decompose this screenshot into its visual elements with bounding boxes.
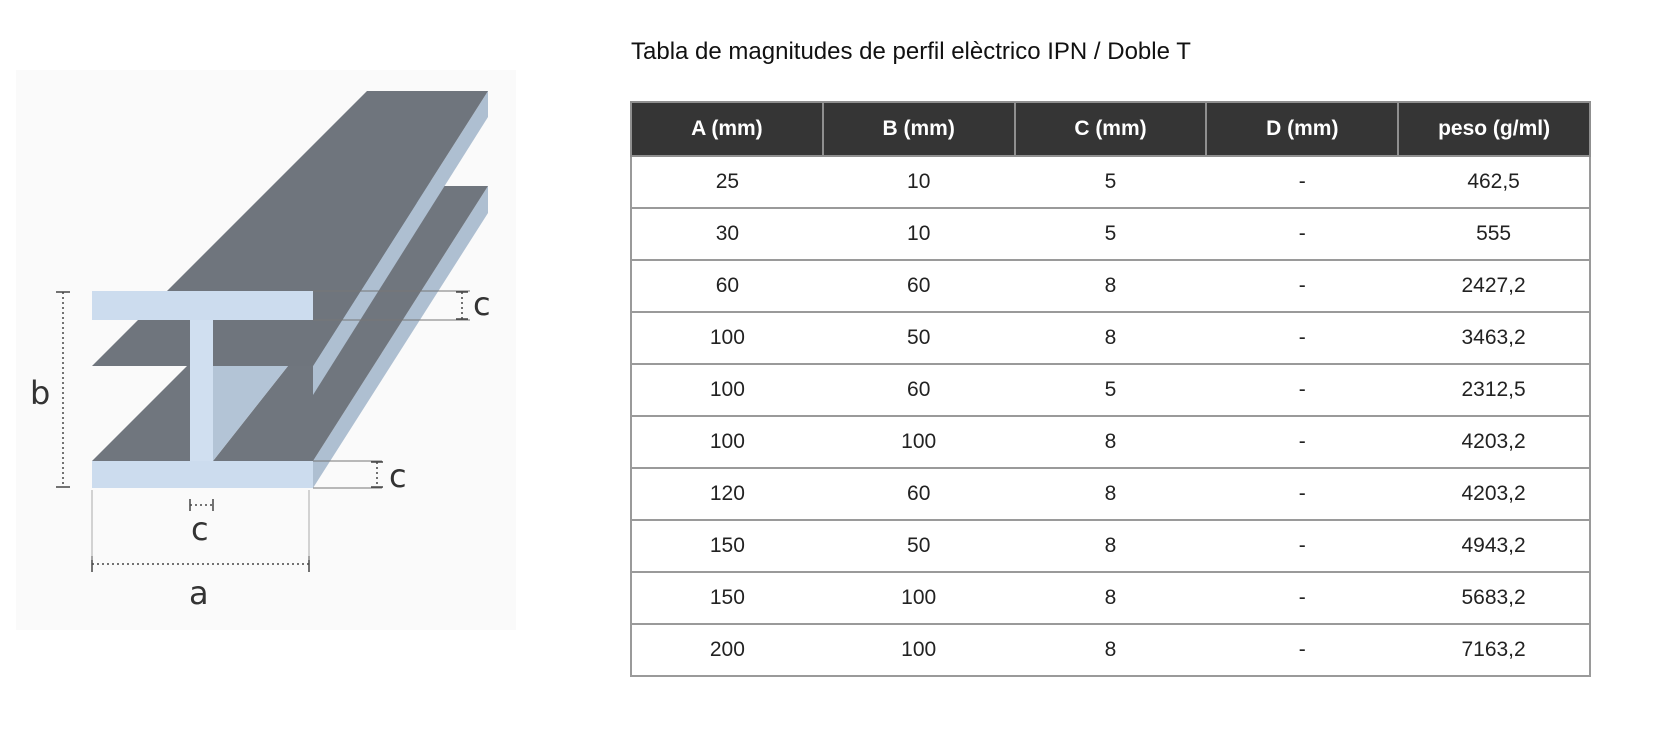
cell-a: 150	[631, 520, 823, 572]
table-row	[631, 468, 1590, 520]
table-row	[631, 156, 1590, 208]
cell-b: 50	[823, 312, 1015, 364]
cell-d: -	[1206, 468, 1398, 520]
cell-d: -	[1206, 260, 1398, 312]
cell-c: 8	[1015, 312, 1207, 364]
cell-weight: 555	[1398, 208, 1590, 260]
cell-a: 100	[631, 312, 823, 364]
dimensions-table	[630, 101, 1591, 677]
table-header-row	[631, 102, 1590, 156]
table-row	[631, 624, 1590, 676]
column-header-a: A (mm)	[631, 102, 823, 156]
cell-b: 60	[823, 364, 1015, 416]
cell-weight: 4943,2	[1398, 520, 1590, 572]
cell-weight: 4203,2	[1398, 468, 1590, 520]
dimension-label-c-bottom: c	[389, 457, 407, 495]
cell-c: 5	[1015, 208, 1207, 260]
cell-d: -	[1206, 364, 1398, 416]
cell-a: 25	[631, 156, 823, 208]
top-flange-front	[92, 291, 313, 320]
cell-a: 100	[631, 364, 823, 416]
cell-d: -	[1206, 208, 1398, 260]
cell-b: 100	[823, 416, 1015, 468]
table-row	[631, 520, 1590, 572]
cell-d: -	[1206, 572, 1398, 624]
cell-b: 10	[823, 156, 1015, 208]
web-front	[190, 320, 213, 461]
cell-weight: 4203,2	[1398, 416, 1590, 468]
cell-b: 50	[823, 520, 1015, 572]
cell-a: 200	[631, 624, 823, 676]
cell-c: 8	[1015, 416, 1207, 468]
table-row	[631, 260, 1590, 312]
cell-d: -	[1206, 624, 1398, 676]
cell-c: 8	[1015, 520, 1207, 572]
dimension-label-b: b	[30, 374, 51, 412]
cell-c: 5	[1015, 364, 1207, 416]
table-row	[631, 312, 1590, 364]
cell-d: -	[1206, 156, 1398, 208]
cell-b: 10	[823, 208, 1015, 260]
cell-weight: 2427,2	[1398, 260, 1590, 312]
bottom-flange-top-left	[92, 363, 190, 461]
bottom-flange-front	[92, 461, 313, 488]
cell-c: 8	[1015, 260, 1207, 312]
table-row	[631, 364, 1590, 416]
cell-b: 60	[823, 260, 1015, 312]
cell-c: 5	[1015, 156, 1207, 208]
dimension-label-c-top: c	[473, 285, 491, 323]
cell-b: 60	[823, 468, 1015, 520]
cell-b: 100	[823, 572, 1015, 624]
cell-c: 8	[1015, 468, 1207, 520]
table-row	[631, 208, 1590, 260]
column-header-d: D (mm)	[1206, 102, 1398, 156]
table-row	[631, 572, 1590, 624]
column-header-c: C (mm)	[1015, 102, 1207, 156]
cell-a: 150	[631, 572, 823, 624]
dimension-label-a: a	[189, 574, 209, 612]
page-title: Tabla de magnitudes de perfil elèctrico IPN / Doble T	[631, 38, 1191, 65]
cell-d: -	[1206, 416, 1398, 468]
cell-weight: 2312,5	[1398, 364, 1590, 416]
cell-weight: 7163,2	[1398, 624, 1590, 676]
cell-weight: 3463,2	[1398, 312, 1590, 364]
table-row	[631, 416, 1590, 468]
cell-c: 8	[1015, 572, 1207, 624]
cell-weight: 462,5	[1398, 156, 1590, 208]
cell-c: 8	[1015, 624, 1207, 676]
cell-a: 100	[631, 416, 823, 468]
ipn-beam-diagram	[16, 70, 516, 630]
cell-b: 100	[823, 624, 1015, 676]
cell-d: -	[1206, 520, 1398, 572]
column-header-b: B (mm)	[823, 102, 1015, 156]
cell-a: 30	[631, 208, 823, 260]
cell-d: -	[1206, 312, 1398, 364]
cell-a: 60	[631, 260, 823, 312]
cell-weight: 5683,2	[1398, 572, 1590, 624]
dimension-label-c-web: c	[191, 510, 209, 548]
cell-a: 120	[631, 468, 823, 520]
column-header-weight: peso (g/ml)	[1398, 102, 1590, 156]
